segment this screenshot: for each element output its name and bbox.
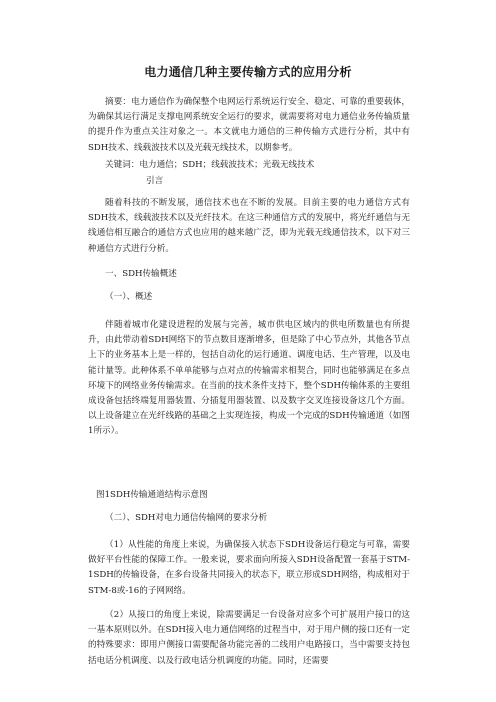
subsection1-paragraph: 伴随着城市化建设进程的发展与完善，城市供电区域内的供电所数量也有所提升，由此带动着SDH网络下的节点数目逐渐增多，但是除了中心节点外，其他各节点上下的业务基本上是一样的，包括自动化的运行通道、调度电话、生产管理，以及电能计量等。此种体系不单单能够与点对点的传输需求相契合，同时也能够满足在多点环境下的网络业务传输需求。在当前的技术条件支持下，整个SDH传输体系的主要组成设备包括终端复用器装置、分插复用器装置、以及数字交叉连接设备这几个方面。以上设备建立在光纤线路的基础之上实现连接，构成一个完成的SDH传输通道（如图1所示）。 (88, 320, 410, 437)
requirement-paragraph-2: （2）从接口的角度上来说，除需要满足一台设备对应多个可扩展用户接口的这一基本原则以外。在SDH接入电力通信网络的过程当中，对于用户侧的接口还有一定的特殊要求：即用户侧接口需要配备功能完善的二线用户电路接口，当中需要支持包括电话分机调度、以及行政电话分机调度的功能。同时，还需要 (88, 610, 410, 666)
subsection2-heading: （二）、SDH对电力通信传输网的要求分析 (105, 513, 268, 523)
intro-paragraph: 随着科技的不断发展，通信技术也在不断的发展。目前主要的电力通信方式有SDH技术，线载波技术以及光纤技术。在这三种通信方式的发展中，将光纤通信与无线通信相互融合的通信方式也应用的越来越广泛，即为光载无线通信技术，以下对三种通信方式进行分析。 (88, 198, 410, 254)
figure-caption: 图1SDH传输通道结构示意图 (96, 490, 208, 500)
subsection1-heading: （一）、概述 (105, 292, 153, 302)
abstract-paragraph: 摘要：电力通信作为确保整个电网运行系统运行安全、稳定、可靠的重要载体，为确保其运行满足支撑电网系统安全运行的要求，就需要将对电力通信业务传输质量的提升作为重点关注对象之一。本文就电力通信的三种传输方式进行分析，其中有SDH技术、线载波技术以及光载无线技术，以期参考。 (88, 97, 410, 153)
requirement-paragraph-1: （1）从性能的角度上来说，为确保接入状态下SDH设备运行稳定与可靠，需要做好平台性能的保障工作。一般来说，要求面向所接入SDH设备配置一套基于STM-1SDH的传输设备，在多台设备共同接入的状态下，联立形成SDH网络，构成相对于STM-8或-16的子网网络。 (88, 540, 410, 596)
keywords-line: 关键词：电力通信；SDH；线载波技术；光载无线技术 (105, 160, 315, 170)
section1-heading: 一、SDH传输概述 (105, 269, 177, 279)
document-title: 电力通信几种主要传输方式的应用分析 (144, 65, 352, 79)
intro-heading: 引言 (146, 176, 164, 186)
